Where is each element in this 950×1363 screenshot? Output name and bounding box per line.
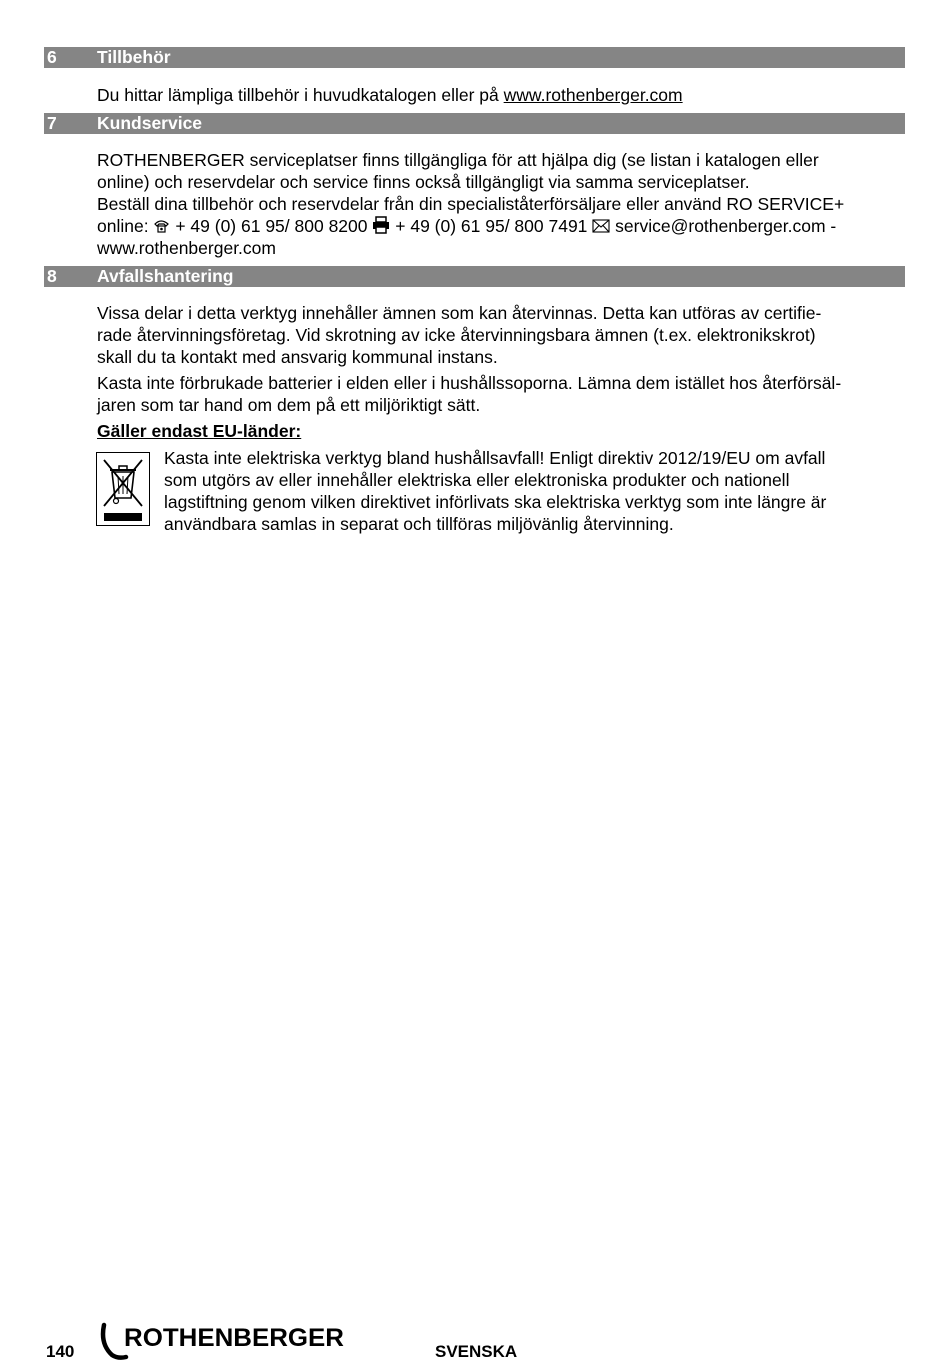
section-number: 7: [47, 113, 57, 133]
language-label: SVENSKA: [435, 1342, 518, 1361]
fax-number: + 49 (0) 61 95/ 800 7491: [395, 216, 588, 236]
section-8-header: [44, 266, 905, 287]
online-label: online:: [97, 216, 149, 236]
page-number: 140: [46, 1342, 75, 1361]
section-7-header: [44, 113, 905, 134]
section-title: Avfallshantering: [97, 266, 234, 286]
battery-line: Kasta inte förbrukade batterier i elden eller i hushållssoporna. Lämna dem istället hos återförsäl-: [97, 373, 842, 393]
website-link[interactable]: www.rothenberger.com: [503, 85, 683, 105]
recycling-line: Vissa delar i detta verktyg innehåller ämnen som kan återvinnas. Detta kan utföras av certifie-: [97, 303, 822, 323]
rothenberger-logo: [98, 1322, 348, 1360]
section-6-body: [97, 84, 907, 106]
section-title: Kundservice: [97, 113, 203, 133]
eu-heading: Gäller endast EU-länder:: [97, 421, 302, 441]
envelope-icon: [592, 219, 610, 233]
recycling-line: skall du ta kontakt med ansvarig kommunal instans.: [97, 347, 498, 367]
service-line: ROTHENBERGER serviceplatser finns tillgängliga för att hjälpa dig (se listan i katalogen eller: [97, 150, 819, 170]
section-8-body: [97, 302, 907, 442]
email-address[interactable]: service@rothenberger.com -: [615, 216, 837, 236]
eu-line: användbara samlas in separat och tillföras miljövänlig återvinning.: [164, 514, 674, 534]
section-7-body: [97, 149, 907, 259]
logo-wordmark: ROTHENBERGER: [124, 1324, 344, 1352]
eu-disposal-text: [164, 447, 904, 535]
phone-number: + 49 (0) 61 95/ 800 8200: [175, 216, 368, 236]
recycling-line: rade återvinningsföretag. Vid skrotning av icke återvinningsbara ämnen (t.ex. elektronikskrot): [97, 325, 816, 345]
section-title: Tillbehör: [97, 47, 171, 67]
accessories-paragraph: Du hittar lämpliga tillbehör i huvudkatalogen eller på www.rothenberger.com: [97, 85, 683, 105]
service-line: online) och reservdelar och service finns också tillgängligt via samma serviceplatser.: [97, 172, 750, 192]
website-line[interactable]: www.rothenberger.com: [97, 238, 276, 258]
eu-line: Kasta inte elektriska verktyg bland hushållsavfall! Enligt direktiv 2012/19/EU om avfall: [164, 448, 826, 468]
eu-line: lagstiftning genom vilken direktivet införlivats ska elektriska verktyg som inte längre är: [164, 492, 827, 512]
section-number: 6: [47, 47, 57, 67]
crossed-out-wheelie-bin-icon: [96, 452, 150, 526]
phone-icon: [153, 218, 170, 234]
contact-line: [97, 215, 907, 237]
fax-icon: [372, 216, 390, 234]
battery-line: jaren som tar hand om dem på ett miljöriktigt sätt.: [97, 395, 481, 415]
service-line: Beställ dina tillbehör och reservdelar från din specialiståterförsäljare eller använd RO SERVICE+: [97, 194, 845, 214]
section-number: 8: [47, 266, 57, 286]
section-6-header: [44, 47, 905, 68]
eu-line: som utgörs av eller innehåller elektriska eller elektroniska produkter och nationell: [164, 470, 790, 490]
